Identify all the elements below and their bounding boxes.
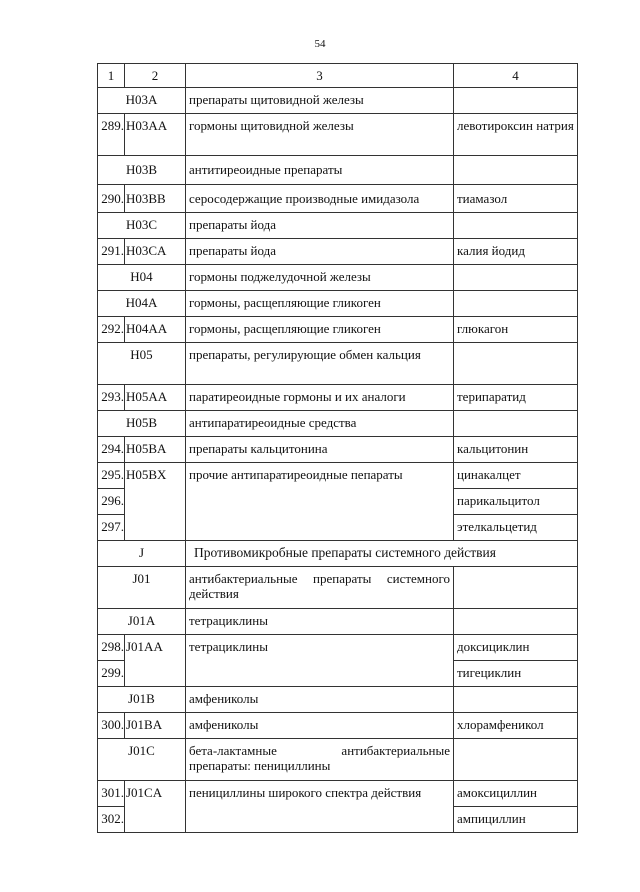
drug-name (454, 156, 578, 185)
drug-name: калия йодид (454, 239, 578, 265)
drug-name: доксициклин (454, 635, 578, 661)
row-number: 293. (98, 385, 125, 411)
drug-name: глюкагон (454, 317, 578, 343)
atc-code: J01B (98, 687, 186, 713)
drug-name (454, 411, 578, 437)
atc-description: амфениколы (186, 713, 454, 739)
drug-name (454, 88, 578, 114)
atc-code: H04AA (125, 317, 186, 343)
atc-code: H04 (98, 265, 186, 291)
section-title: Противомикробные препараты системного действия (186, 541, 578, 567)
table-row (98, 609, 578, 635)
atc-code: J01C (98, 739, 186, 781)
row-number: 301. (98, 781, 125, 807)
drug-name: тигециклин (454, 661, 578, 687)
header-col-3: 3 (186, 64, 454, 88)
table-row (98, 114, 578, 156)
table-row (98, 343, 578, 385)
atc-description: препараты щитовидной железы (186, 88, 454, 114)
row-number: 302. (98, 807, 125, 833)
atc-code: J01A (98, 609, 186, 635)
table-header-row (98, 64, 578, 88)
table-row (98, 567, 578, 609)
atc-description: гормоны, расщепляющие гликоген (186, 317, 454, 343)
drug-name (454, 213, 578, 239)
row-number: 300. (98, 713, 125, 739)
drug-name (454, 343, 578, 385)
atc-code: H03B (98, 156, 186, 185)
drug-name: левотироксин натрия (454, 114, 578, 156)
drug-name: парикальцитол (454, 489, 578, 515)
table-row (98, 213, 578, 239)
atc-description: гормоны щитовидной железы (186, 114, 454, 156)
header-col-2: 2 (125, 64, 186, 88)
section-code: J (98, 541, 186, 567)
table-row (98, 635, 578, 661)
row-number: 299. (98, 661, 125, 687)
row-number: 290. (98, 185, 125, 213)
table-row (98, 291, 578, 317)
atc-code: H04A (98, 291, 186, 317)
row-number: 294. (98, 437, 125, 463)
atc-description: препараты, регулирующие обмен кальция (186, 343, 454, 385)
atc-code: H03CA (125, 239, 186, 265)
table-row (98, 88, 578, 114)
table-row (98, 239, 578, 265)
table-row (98, 385, 578, 411)
drug-name (454, 265, 578, 291)
atc-code: H05BX (125, 463, 186, 541)
atc-code: H03A (98, 88, 186, 114)
row-number: 295. (98, 463, 125, 489)
atc-code: H05 (98, 343, 186, 385)
table-row (98, 713, 578, 739)
row-number: 291. (98, 239, 125, 265)
drug-name: терипаратид (454, 385, 578, 411)
drug-name: цинакалцет (454, 463, 578, 489)
table-row (98, 185, 578, 213)
atc-description: паратиреоидные гормоны и их аналоги (186, 385, 454, 411)
row-number: 289. (98, 114, 125, 156)
atc-description: препараты йода (186, 213, 454, 239)
atc-code: J01AA (125, 635, 186, 687)
row-number: 298. (98, 635, 125, 661)
atc-description: гормоны поджелудочной железы (186, 265, 454, 291)
atc-description: препараты кальцитонина (186, 437, 454, 463)
atc-description: антибактериальные препараты системного действия (186, 567, 454, 609)
atc-code: J01BA (125, 713, 186, 739)
section-row (98, 541, 578, 567)
table-row (98, 317, 578, 343)
atc-description: антитиреоидные препараты (186, 156, 454, 185)
header-col-4: 4 (454, 64, 578, 88)
table-row (98, 411, 578, 437)
drug-name: ампициллин (454, 807, 578, 833)
drug-name (454, 687, 578, 713)
atc-code: H05AA (125, 385, 186, 411)
drug-name (454, 609, 578, 635)
atc-description: тетрациклины (186, 609, 454, 635)
table-row (98, 437, 578, 463)
atc-description: препараты йода (186, 239, 454, 265)
header-col-1: 1 (98, 64, 125, 88)
drug-name (454, 291, 578, 317)
table-row (98, 739, 578, 781)
drug-name: хлорамфеникол (454, 713, 578, 739)
drug-name (454, 739, 578, 781)
table-row (98, 265, 578, 291)
drug-name: тиамазол (454, 185, 578, 213)
atc-description: гормоны, расщепляющие гликоген (186, 291, 454, 317)
atc-description: серосодержащие производные имидазола (186, 185, 454, 213)
row-number: 297. (98, 515, 125, 541)
drug-name: кальцитонин (454, 437, 578, 463)
drug-name (454, 567, 578, 609)
drug-table (97, 63, 578, 833)
atc-code: H05B (98, 411, 186, 437)
atc-description: бета-лактамные антибактериальные препараты: пенициллины (186, 739, 454, 781)
atc-description: пенициллины широкого спектра действия (186, 781, 454, 833)
page-number: 54 (314, 38, 326, 50)
atc-description: тетрациклины (186, 635, 454, 687)
atc-code: J01 (98, 567, 186, 609)
drug-name: этелкальцетид (454, 515, 578, 541)
atc-description: антипаратиреоидные средства (186, 411, 454, 437)
drug-name: амоксициллин (454, 781, 578, 807)
row-number: 296. (98, 489, 125, 515)
atc-code: H03C (98, 213, 186, 239)
atc-description: амфениколы (186, 687, 454, 713)
atc-code: H05BA (125, 437, 186, 463)
table-row (98, 463, 578, 489)
row-number: 292. (98, 317, 125, 343)
atc-description: прочие антипаратиреоидные пепараты (186, 463, 454, 541)
table-row (98, 781, 578, 807)
atc-code: J01CA (125, 781, 186, 833)
atc-code: H03AA (125, 114, 186, 156)
table-row (98, 687, 578, 713)
atc-code: H03BB (125, 185, 186, 213)
table-row (98, 156, 578, 185)
